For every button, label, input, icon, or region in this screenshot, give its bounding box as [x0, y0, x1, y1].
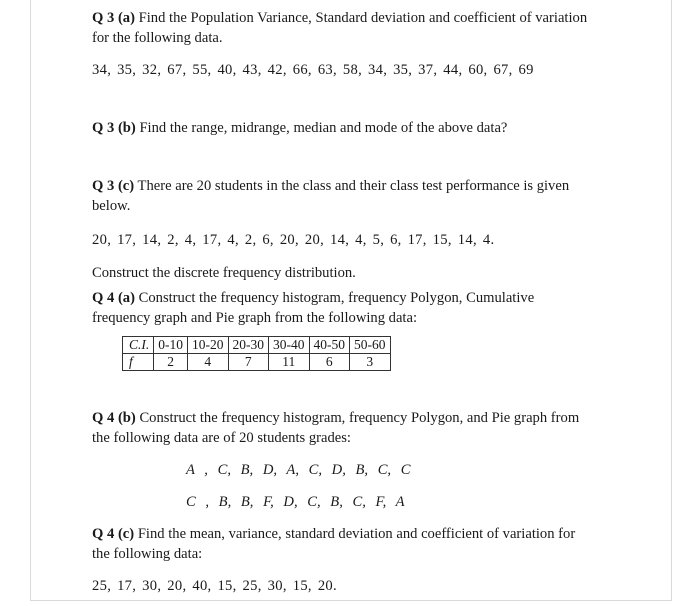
q4c-question: [92, 524, 632, 544]
q3c-text-line1: There are 20 students in the class and their class test performance is given: [137, 178, 570, 194]
q4c-block: [92, 524, 632, 596]
q3a-text-line2: for the following data.: [92, 30, 223, 46]
q4b-text-line1: Construct the frequency histogram, frequency Polygon, and Pie graph from: [139, 410, 580, 426]
q4c-text-line1: Find the mean, variance, standard deviation and coefficient of variation for: [137, 526, 576, 542]
q3b-text: Find the range, midrange, median and mode of the above data?: [139, 120, 508, 136]
class-interval-cell: 30-40: [269, 337, 310, 354]
q4a-question: [92, 288, 632, 308]
q4b-grades-line2: C , B, B, F, D, C, B, C, F, A: [186, 494, 405, 510]
frequency-cell: 2: [154, 354, 188, 371]
frequency-cell: 3: [350, 354, 391, 371]
frequency-cell: 6: [309, 354, 350, 371]
q3a-label: Q 3 (a): [92, 10, 135, 26]
q4c-data: 25, 17, 30, 20, 40, 15, 25, 30, 15, 20.: [92, 578, 337, 594]
q3a-block: [92, 8, 632, 80]
class-interval-cell: 40-50: [309, 337, 350, 354]
q4a-text-line1: Construct the frequency histogram, frequency Polygon, Cumulative: [138, 290, 535, 306]
q3a-question: [92, 8, 632, 28]
q3a-data: 34, 35, 32, 67, 55, 40, 43, 42, 66, 63, 58, 34, 35, 37, 44, 60, 67, 69: [92, 62, 534, 78]
frequency-cell: 11: [269, 354, 310, 371]
q3b-block: [92, 118, 632, 138]
class-interval-cell: 50-60: [350, 337, 391, 354]
frequency-table: [122, 336, 391, 371]
q4b-text-line2: the following data are of 20 students grades:: [92, 430, 351, 446]
q4b-block: [92, 408, 632, 512]
q3b-label: Q 3 (b): [92, 120, 136, 136]
q4c-text-line2: the following data:: [92, 546, 203, 562]
q3a-text-line1: Find the Population Variance, Standard deviation and coefficient of variation: [138, 10, 588, 26]
class-interval-cell: 20-30: [228, 337, 269, 354]
q3c-block: [92, 176, 632, 283]
q4a-text-line2: frequency graph and Pie graph from the following data:: [92, 310, 418, 326]
q4b-label: Q 4 (b): [92, 410, 136, 426]
q4c-label: Q 4 (c): [92, 526, 135, 542]
class-interval-row: [123, 337, 391, 354]
frequency-header: f: [123, 354, 154, 371]
class-interval-header: C.I.: [123, 337, 154, 354]
q4a-label: Q 4 (a): [92, 290, 135, 306]
class-interval-cell: 10-20: [188, 337, 229, 354]
q3c-text-line2: below.: [92, 198, 131, 214]
q4b-question: [92, 408, 632, 428]
frequency-row: [123, 354, 391, 371]
q3c-data: 20, 17, 14, 2, 4, 17, 4, 2, 6, 20, 20, 14, 4, 5, 6, 17, 15, 14, 4.: [92, 232, 495, 248]
q3c-instruction: Construct the discrete frequency distribution.: [92, 265, 356, 281]
class-interval-cell: 0-10: [154, 337, 188, 354]
q3b-question: [92, 118, 632, 138]
q4a-block: [92, 288, 632, 371]
q3c-question: [92, 176, 632, 196]
frequency-cell: 4: [188, 354, 229, 371]
q4b-grades-line1: A , C, B, D, A, C, D, B, C, C: [186, 462, 411, 478]
q3c-label: Q 3 (c): [92, 178, 135, 194]
frequency-cell: 7: [228, 354, 269, 371]
